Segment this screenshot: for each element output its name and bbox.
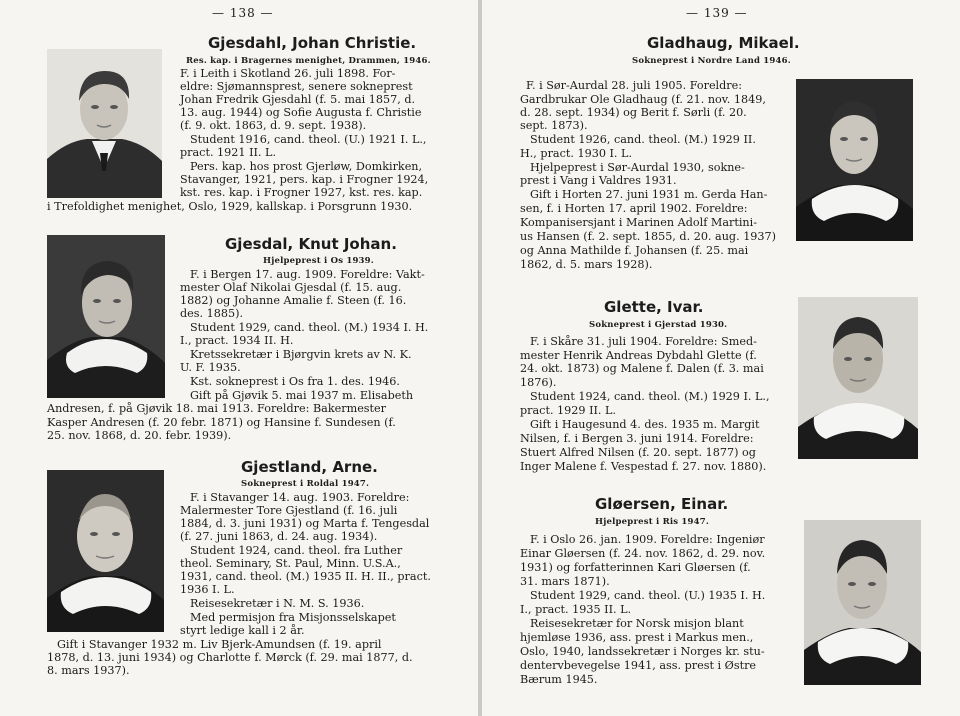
entry-text-line: 1882) og Johanne Amalie f. Steen (f. 16. xyxy=(180,294,407,307)
portrait-photo xyxy=(796,79,913,241)
page-number: — 139 — xyxy=(686,6,748,20)
entry-text-line: 1878, d. 13. juni 1934) og Charlotte f. Mørck (f. 29. mai 1877, d. xyxy=(47,651,413,664)
entry-text-line: (f. 9. okt. 1863, d. 9. sept. 1938). xyxy=(180,119,367,132)
entry-text-line: Kompanisersjant i Marinen Adolf Martini- xyxy=(520,216,757,229)
entry-text-line: kst. res. kap. i Frogner 1927, kst. res. kap. xyxy=(180,186,423,199)
entry-text-line: Student 1929, cand. theol. (U.) 1935 I. H. xyxy=(530,589,766,602)
entry-text-line: Reisesekretær i N. M. S. 1936. xyxy=(190,597,365,610)
entry-text-line: 24. okt. 1873) og Malene f. Dalen (f. 3. mai xyxy=(520,362,764,375)
entry-text-line: sept. 1873). xyxy=(520,119,588,132)
entry-text-line: Hjelpeprest i Sør-Aurdal 1930, sokne- xyxy=(530,161,745,174)
entry-text-line: Stavanger, 1921, pers. kap. i Frogner 1924, xyxy=(180,173,429,186)
entry-text-line: Med permisjon fra Misjonsselskapet xyxy=(190,611,396,624)
entry-text-line: eldre: Sjømannsprest, senere sokneprest xyxy=(180,80,413,93)
entry-text-line: mester Olaf Nikolai Gjesdal (f. 15. aug. xyxy=(180,281,402,294)
entry-name: Gløersen, Einar. xyxy=(595,495,729,513)
page-number: — 138 — xyxy=(212,6,274,20)
portrait-image xyxy=(47,49,162,198)
entry-text-line: Stuert Alfred Nilsen (f. 20. sept. 1877) og xyxy=(520,446,756,459)
portrait-image xyxy=(47,470,164,632)
entry-text-line: Gardbrukar Ole Gladhaug (f. 21. nov. 1849, xyxy=(520,93,766,106)
entry-text-line: Reisesekretær for Norsk misjon blant xyxy=(530,617,744,630)
entry-text-line: mester Henrik Andreas Dybdahl Glette (f. xyxy=(520,349,757,362)
entry-text-line: Gift i Haugesund 4. des. 1935 m. Margit xyxy=(530,418,760,431)
entry-text-line: F. i Oslo 26. jan. 1909. Foreldre: Ingeniør xyxy=(530,533,765,546)
entry-text-line: pract. 1929 II. L. xyxy=(520,404,617,417)
entry-text-line: Kretssekretær i Bjørgvin krets av N. K. xyxy=(190,348,412,361)
entry-subtitle: Sokneprest i Roldal 1947. xyxy=(241,479,370,489)
entry-text-line: 8. mars 1937). xyxy=(47,664,130,677)
entry-name: Glette, Ivar. xyxy=(604,298,704,316)
entry-text-line: H., pract. 1930 I. L. xyxy=(520,147,633,160)
entry-text-line: Student 1924, cand. theol. fra Luther xyxy=(190,544,403,557)
entry-subtitle: Hjelpeprest i Os 1939. xyxy=(263,256,374,266)
entry-text-line: theol. Seminary, St. Paul, Minn. U.S.A., xyxy=(180,557,401,570)
portrait-image xyxy=(804,520,921,685)
portrait-photo xyxy=(47,470,164,632)
entry-text-line: 13. aug. 1944) og Sofie Augusta f. Christie xyxy=(180,106,422,119)
entry-text-line: F. i Bergen 17. aug. 1909. Foreldre: Vakt- xyxy=(190,268,425,281)
entry-text-line: Kst. sokneprest i Os fra 1. des. 1946. xyxy=(190,375,400,388)
entry-text-line: Andresen, f. på Gjøvik 18. mai 1913. Foreldre: Bakermester xyxy=(47,402,387,415)
entry-text-line: 1876). xyxy=(520,376,557,389)
entry-text-line: Einar Gløersen (f. 24. nov. 1862, d. 29. nov. xyxy=(520,547,766,560)
entry-text-line: 31. mars 1871). xyxy=(520,575,610,588)
entry-text-line: og Anna Mathilde f. Johansen (f. 25. mai xyxy=(520,244,749,257)
entry-text-line: Gift på Gjøvik 5. mai 1937 m. Elisabeth xyxy=(190,389,414,402)
left-page xyxy=(0,0,478,716)
entry-text-line: Malermester Tore Gjestland (f. 16. juli xyxy=(180,504,398,517)
entry-text-line: i Trefoldighet menighet, Oslo, 1929, kallskap. i Porsgrunn 1930. xyxy=(47,200,413,213)
entry-text-line: hjemløse 1936, ass. prest i Markus men., xyxy=(520,631,754,644)
right-page xyxy=(482,0,960,716)
entry-text-line: 1931) og forfatterinnen Kari Gløersen (f. xyxy=(520,561,751,574)
entry-text-line: Student 1916, cand. theol. (U.) 1921 I. L., xyxy=(190,133,427,146)
entry-text-line: Student 1929, cand. theol. (M.) 1934 I. H. xyxy=(190,321,429,334)
entry-text-line: 25. nov. 1868, d. 20. febr. 1939). xyxy=(47,429,232,442)
entry-text-line: Bærum 1945. xyxy=(520,673,598,686)
portrait-photo xyxy=(47,235,165,398)
entry-text-line: Kasper Andresen (f. 20 febr. 1871) og Hansine f. Sundesen (f. xyxy=(47,416,396,429)
entry-text-line: I., pract. 1935 II. L. xyxy=(520,603,632,616)
entry-subtitle: Sokneprest i Nordre Land 1946. xyxy=(632,56,791,66)
entry-text-line: d. 28. sept. 1934) og Berit f. Sørli (f. 20. xyxy=(520,106,747,119)
entry-text-line: 1936 I. L. xyxy=(180,583,235,596)
entry-text-line: Pers. kap. hos prost Gjerløw, Domkirken, xyxy=(190,160,423,173)
entry-text-line: pract. 1921 II. L. xyxy=(180,146,277,159)
portrait-photo xyxy=(47,49,162,198)
portrait-photo xyxy=(804,520,921,685)
entry-subtitle: Sokneprest i Gjerstad 1930. xyxy=(589,320,728,330)
entry-text-line: U. F. 1935. xyxy=(180,361,241,374)
entry-text-line: Student 1926, cand. theol. (M.) 1929 II. xyxy=(530,133,756,146)
entry-text-line: prest i Vang i Valdres 1931. xyxy=(520,174,677,187)
entry-name: Gladhaug, Mikael. xyxy=(647,34,800,52)
portrait-photo xyxy=(798,297,918,459)
entry-text-line: 1931, cand. theol. (M.) 1935 II. H. II., pract. xyxy=(180,570,431,583)
entry-text-line: Student 1924, cand. theol. (M.) 1929 I. L., xyxy=(530,390,770,403)
entry-text-line: I., pract. 1934 II. H. xyxy=(180,334,294,347)
entry-subtitle: Hjelpeprest i Ris 1947. xyxy=(595,517,710,527)
entry-text-line: dentervbevegelse 1941, ass. prest i Østre xyxy=(520,659,757,672)
entry-name: Gjestland, Arne. xyxy=(241,458,378,476)
entry-name: Gjesdahl, Johan Christie. xyxy=(208,34,417,52)
entry-subtitle: Res. kap. i Bragernes menighet, Drammen, 1946. xyxy=(186,56,431,66)
entry-text-line: styrt ledige kall i 2 år. xyxy=(180,624,305,637)
entry-text-line: (f. 27. juni 1863, d. 24. aug. 1934). xyxy=(180,530,378,543)
entry-text-line: sen, f. i Horten 17. april 1902. Foreldre: xyxy=(520,202,748,215)
portrait-image xyxy=(47,235,165,398)
entry-text-line: F. i Skåre 31. juli 1904. Foreldre: Smed- xyxy=(530,335,757,348)
entry-text-line: Johan Fredrik Gjesdahl (f. 5. mai 1857, d. xyxy=(180,93,416,106)
entry-text-line: F. i Stavanger 14. aug. 1903. Foreldre: xyxy=(190,491,410,504)
entry-text-line: F. i Leith i Skotland 26. juli 1898. For- xyxy=(180,67,396,80)
entry-text-line: des. 1885). xyxy=(180,307,244,320)
entry-text-line: Oslo, 1940, landssekretær i Norges kr. stu- xyxy=(520,645,765,658)
entry-text-line: 1862, d. 5. mars 1928). xyxy=(520,258,653,271)
entry-name: Gjesdal, Knut Johan. xyxy=(225,235,397,253)
entry-text-line: F. i Sør-Aurdal 28. juli 1905. Foreldre: xyxy=(526,79,743,92)
portrait-image xyxy=(798,297,918,459)
entry-text-line: Gift i Horten 27. juni 1931 m. Gerda Han- xyxy=(530,188,768,201)
entry-text-line: Nilsen, f. i Bergen 3. juni 1914. Foreldre: xyxy=(520,432,754,445)
portrait-image xyxy=(796,79,913,241)
entry-text-line: Inger Malene f. Vespestad f. 27. nov. 1880). xyxy=(520,460,767,473)
entry-text-line: 1884, d. 3. juni 1931) og Marta f. Tengesdal xyxy=(180,517,430,530)
entry-text-line: us Hansen (f. 2. sept. 1855, d. 20. aug. 1937) xyxy=(520,230,777,243)
entry-text-line: Gift i Stavanger 1932 m. Liv Bjerk-Amundsen (f. 19. april xyxy=(57,638,382,651)
